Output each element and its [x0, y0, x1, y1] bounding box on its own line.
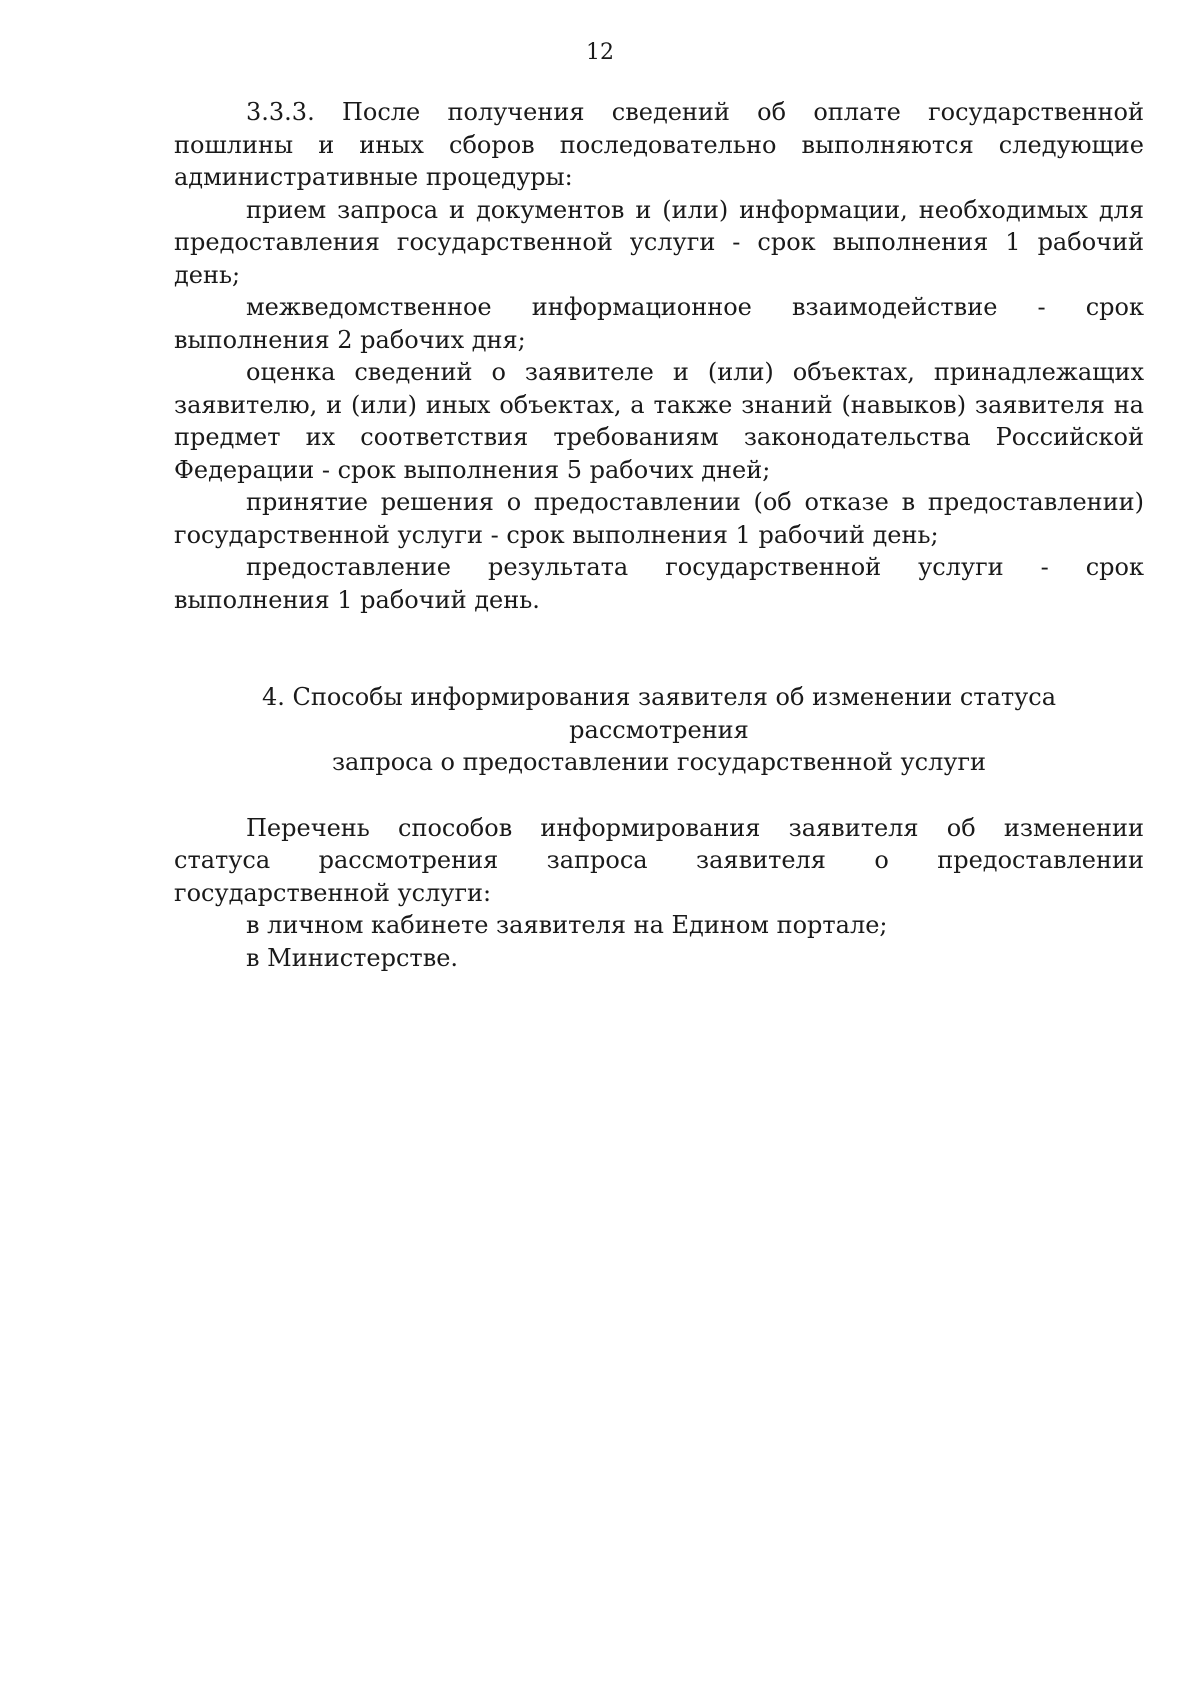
- method-item: в Министерстве.: [246, 943, 459, 972]
- procedure-item: предоставление результата государственной услуги - срок выполнения 1 рабочий день.: [174, 553, 1144, 614]
- section-4-title-line2: запроса о предоставлении государственной услуги: [331, 748, 987, 776]
- procedure-item: прием запроса и документов и (или) информации, необходимых для предоставления государственной услуги - срок выполнения 1 рабочий день;: [174, 195, 1144, 289]
- section-3-3-3-intro: 3.3.3. После получения сведений об оплате государственной пошлины и иных сборов последовательно выполняются следующие административные процедуры:: [174, 98, 1144, 191]
- document-body: [174, 96, 1144, 974]
- page-number: 12: [586, 40, 614, 65]
- procedure-item: оценка сведений о заявителе и (или) объектах, принадлежащих заявителю, и (или) иных объектах, а также знаний (навыков) заявителя на предмет их соответствия требованиям законодательства Российской Федерации - срок выполнения 5 рабочих дней;: [174, 358, 1144, 484]
- section-4-title: [174, 681, 1144, 779]
- section-4-title-line1: 4. Способы информирования заявителя об изменении статуса рассмотрения: [261, 683, 1057, 744]
- spacer: [174, 616, 1144, 681]
- procedure-item: межведомственное информационное взаимодействие - срок выполнения 2 рабочих дня;: [174, 293, 1144, 354]
- method-item: в личном кабинете заявителя на Едином портале;: [246, 911, 888, 939]
- procedure-item: принятие решения о предоставлении (об отказе в предоставлении) государственной услуги - срок выполнения 1 рабочий день;: [174, 488, 1144, 549]
- section-4-intro: Перечень способов информирования заявителя об изменении статуса рассмотрения запроса заявителя о предоставлении государственной услуги:: [174, 813, 1144, 907]
- spacer: [174, 779, 1144, 812]
